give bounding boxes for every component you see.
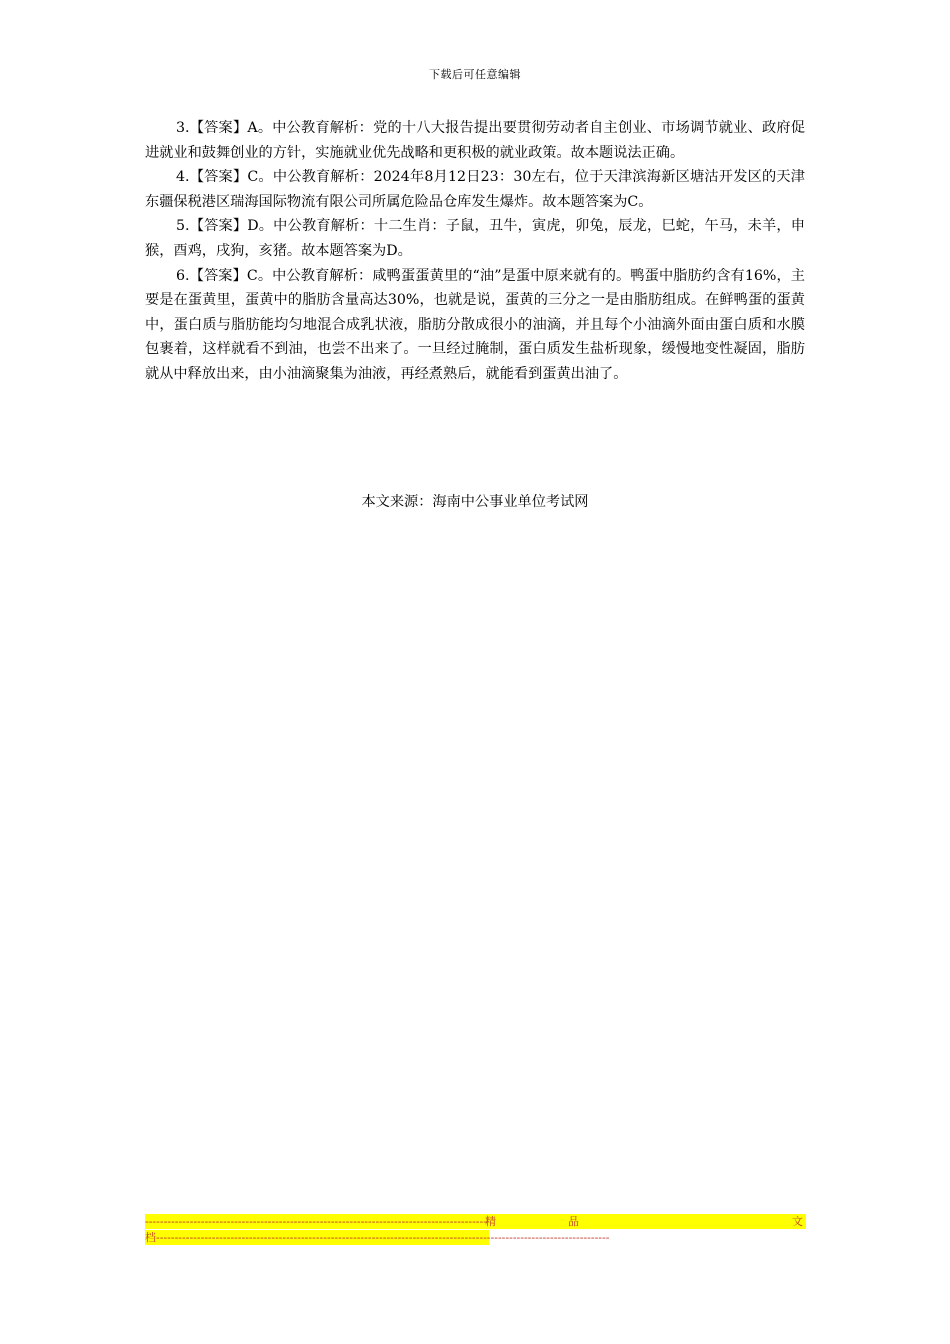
answer-5-paragraph: 5.【答案】D。中公教育解析：十二生肖：子鼠，丑牛，寅虎，卯兔，辰龙，巳蛇，午马，未羊，申猴，酉鸡，戌狗，亥猪。故本题答案为D。 — [145, 218, 805, 259]
footer-dash-text-1: -------------------------------------------------------------------------------------------- — [145, 1215, 487, 1228]
footer-char-pin: 品 — [568, 1215, 579, 1228]
document-body — [145, 116, 805, 387]
answer-3-paragraph: 3.【答案】A。中公教育解析：党的十八大报告提出要贯彻劳动者自主创业、市场调节就业、政府促进就业和鼓舞创业的方针，实施就业优先战略和更积极的就业政策。故本题说法正确。 — [145, 120, 805, 161]
footer-highlight-gap — [648, 1214, 806, 1229]
footer-banner-line1 — [145, 1214, 806, 1229]
source-line: 本文来源：海南中公事业单位考试网 — [361, 494, 589, 510]
footer-char-jing: 精 — [485, 1215, 496, 1228]
answer-4-paragraph: 4.【答案】C。中公教育解析：2024年8月12日23：30左右，位于天津滨海新区塘沽开发区的天津东疆保税港区瑞海国际物流有限公司所属危险品仓库发生爆炸。故本题答案为C。 — [145, 169, 805, 210]
answer-6-paragraph: 6.【答案】C。中公教育解析：咸鸭蛋蛋黄里的“油”是蛋中原来就有的。鸭蛋中脂肪约含有16%，主要是在蛋黄里，蛋黄中的脂肪含量高达30%，也就是说，蛋黄的三分之一是由脂肪组成。在鲜鸭蛋的蛋黄中，蛋白质与脂肪能均匀地混合成乳状液，脂肪分散成很小的油滴，并且每个小油滴外面由蛋白质和水膜包裹着，这样就看不到油，也尝不出来了。一旦经过腌制，蛋白质发生盐析现象，缓慢地变性凝固，脂肪就从中释放出来，由小油滴聚集为油液，再经煮熟后，就能看到蛋黄出油了。 — [145, 267, 805, 382]
footer-banner-line2 — [145, 1230, 610, 1245]
footer-char-wen: 文 — [792, 1215, 803, 1228]
header-note: 下载后可任意编辑 — [429, 68, 521, 81]
footer-dash-text-2: -------------------------------------------------------------------------------------------------------------------------- — [156, 1231, 610, 1244]
footer-char-dang: 档 — [145, 1231, 156, 1244]
